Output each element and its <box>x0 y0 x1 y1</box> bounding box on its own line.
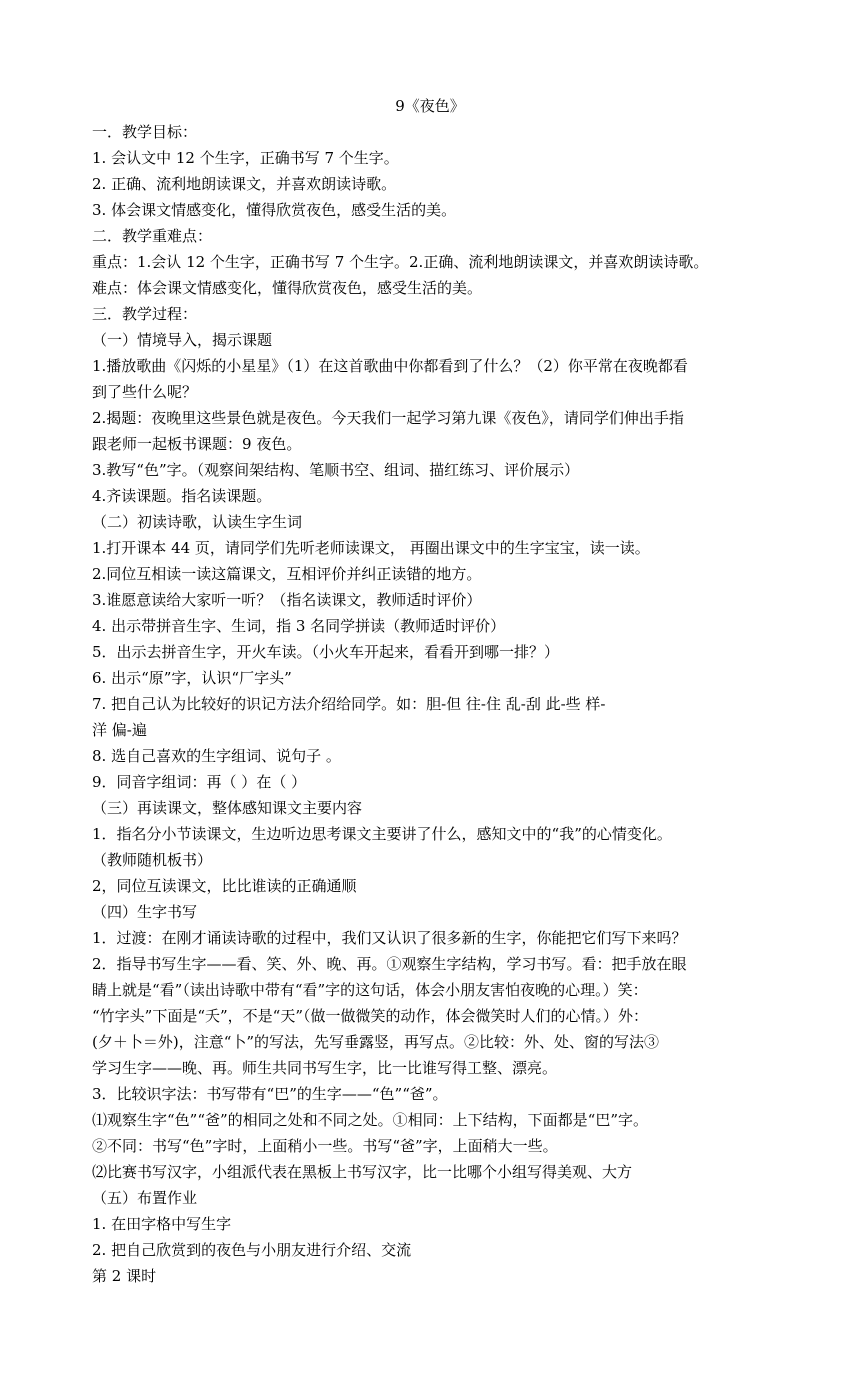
text-line: 2. 把自己欣赏到的夜色与小朋友进行介绍、交流 <box>92 1241 412 1259</box>
text-line: 跟老师一起板书课题：9 夜色。 <box>92 435 302 453</box>
text-line: 3. 体会课文情感变化，懂得欣赏夜色，感受生活的美。 <box>92 201 457 219</box>
text-line: 1．指名分小节读课文，生边听边思考课文主要讲了什么，感知文中的“我”的心情变化。 <box>92 825 672 843</box>
text-line: 一．教学目标： <box>92 123 198 141</box>
lesson-body <box>92 119 782 1289</box>
text-line: ⑴观察生字“色”“爸”的相同之处和不同之处。①相同：上下结构，下面都是“巴”字。 <box>92 1111 649 1129</box>
text-line: （一）情境导入，揭示课题 <box>92 331 273 349</box>
text-line: 难点：体会课文情感变化，懂得欣赏夜色，感受生活的美。 <box>92 279 483 297</box>
text-line: 2，同位互读课文，比比谁读的正确通顺 <box>92 877 357 895</box>
text-line: 5．出示去拼音生字，开火车读。（小火车开起来，看看开到哪一排？） <box>92 643 560 661</box>
text-line: ②不同：书写“色”字时，上面稍小一些。书写“爸”字，上面稍大一些。 <box>92 1137 558 1155</box>
text-line: 8. 选自己喜欢的生字组词、说句子 。 <box>92 747 341 765</box>
text-line: 7. 把自己认为比较好的识记方法介绍给同学。如：胆-但 往-住 乱-刮 此-些 样- <box>92 695 606 713</box>
text-line: ⑵比赛书写汉字，小组派代表在黑板上书写汉字，比一比哪个小组写得美观、大方 <box>92 1163 633 1181</box>
text-line: 二．教学重难点： <box>92 227 213 245</box>
text-line: 6. 出示“原”字，认识“厂字头” <box>92 669 292 687</box>
text-line: 学习生字——晚、再。师生共同书写生字，比一比谁写得工整、漂亮。 <box>92 1059 558 1077</box>
text-line: 2.揭题：夜晚里这些景色就是夜色。今天我们一起学习第九课《夜色》，请同学们伸出手指 <box>92 409 684 427</box>
text-line: 睛上就是“看”（读出诗歌中带有“看”字的这句话，体会小朋友害怕夜晚的心理。）笑： <box>92 981 648 999</box>
text-line: 1.播放歌曲《闪烁的小星星》（1）在这首歌曲中你都看到了什么？（2）你平常在夜晚都看 <box>92 357 688 375</box>
text-line: 3．比较识字法：书写带有“巴”的生字——“色”“爸”。 <box>92 1085 448 1103</box>
text-line: （教师随机板书） <box>92 851 213 869</box>
text-line: （五）布置作业 <box>92 1189 198 1207</box>
text-line: 4.齐读课题。指名读课题。 <box>92 487 272 505</box>
text-line: 1.打开课本 44 页，请同学们先听老师读课文， 再圈出课文中的生字宝宝，读一读。 <box>92 539 650 557</box>
text-line: （二）初读诗歌，认读生字生词 <box>92 513 303 531</box>
text-line: 1. 会认文中 12 个生字，正确书写 7 个生字。 <box>92 149 399 167</box>
text-line: 2．指导书写生字——看、笑、外、晚、再。①观察生字结构，学习书写。看：把手放在眼 <box>92 955 687 973</box>
text-line: 2.同位互相读一读这篇课文，互相评价并纠正读错的地方。 <box>92 565 482 583</box>
text-line: 到了些什么呢？ <box>92 383 198 401</box>
text-line: 3.教写“色”字。（观察间架结构、笔顺书空、组词、描红练习、评价展示） <box>92 461 580 479</box>
text-line: 1. 在田字格中写生字 <box>92 1215 232 1233</box>
text-line: 洋 偏-遍 <box>92 721 147 739</box>
text-line: （三）再读课文，整体感知课文主要内容 <box>92 799 363 817</box>
text-line: 3.谁愿意读给大家听一听？（指名读课文，教师适时评价） <box>92 591 482 609</box>
text-line: 重点：1.会认 12 个生字，正确书写 7 个生字。2.正确、流利地朗读课文，并喜欢朗读诗歌。 <box>92 253 709 271</box>
text-line: 三．教学过程： <box>92 305 198 323</box>
text-line: 2. 正确、流利地朗读课文，并喜欢朗读诗歌。 <box>92 175 397 193</box>
text-line: “竹字头”下面是“夭”，不是“天”（做一做微笑的动作，体会微笑时人们的心情。）外： <box>92 1007 649 1025</box>
text-line: 第 2 课时 <box>92 1267 157 1285</box>
text-line: (夕＋卜＝外)，注意“卜”的写法，先写垂露竖，再写点。②比较：外、处、窗的写法③ <box>92 1033 660 1051</box>
text-line: 1．过渡：在刚才诵读诗歌的过程中，我们又认识了很多新的生字，你能把它们写下来吗？ <box>92 929 687 947</box>
text-line: 4. 出示带拼音生字、生词，指 3 名同学拼读（教师适时评价） <box>92 617 506 635</box>
text-line: 9．同音字组词：再（ ）在（ ） <box>92 773 307 791</box>
text-line: （四）生字书写 <box>92 903 198 921</box>
lesson-title: 9《夜色》 <box>395 97 465 115</box>
